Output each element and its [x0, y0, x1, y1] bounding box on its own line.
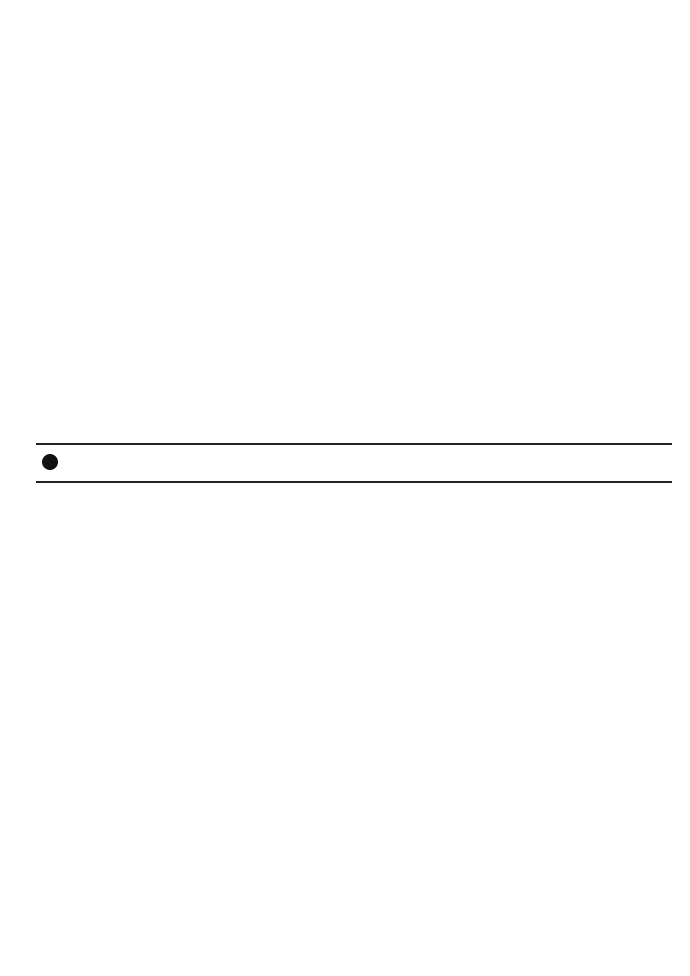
song-title-bar — [36, 443, 672, 483]
bullet-icon — [42, 454, 58, 470]
